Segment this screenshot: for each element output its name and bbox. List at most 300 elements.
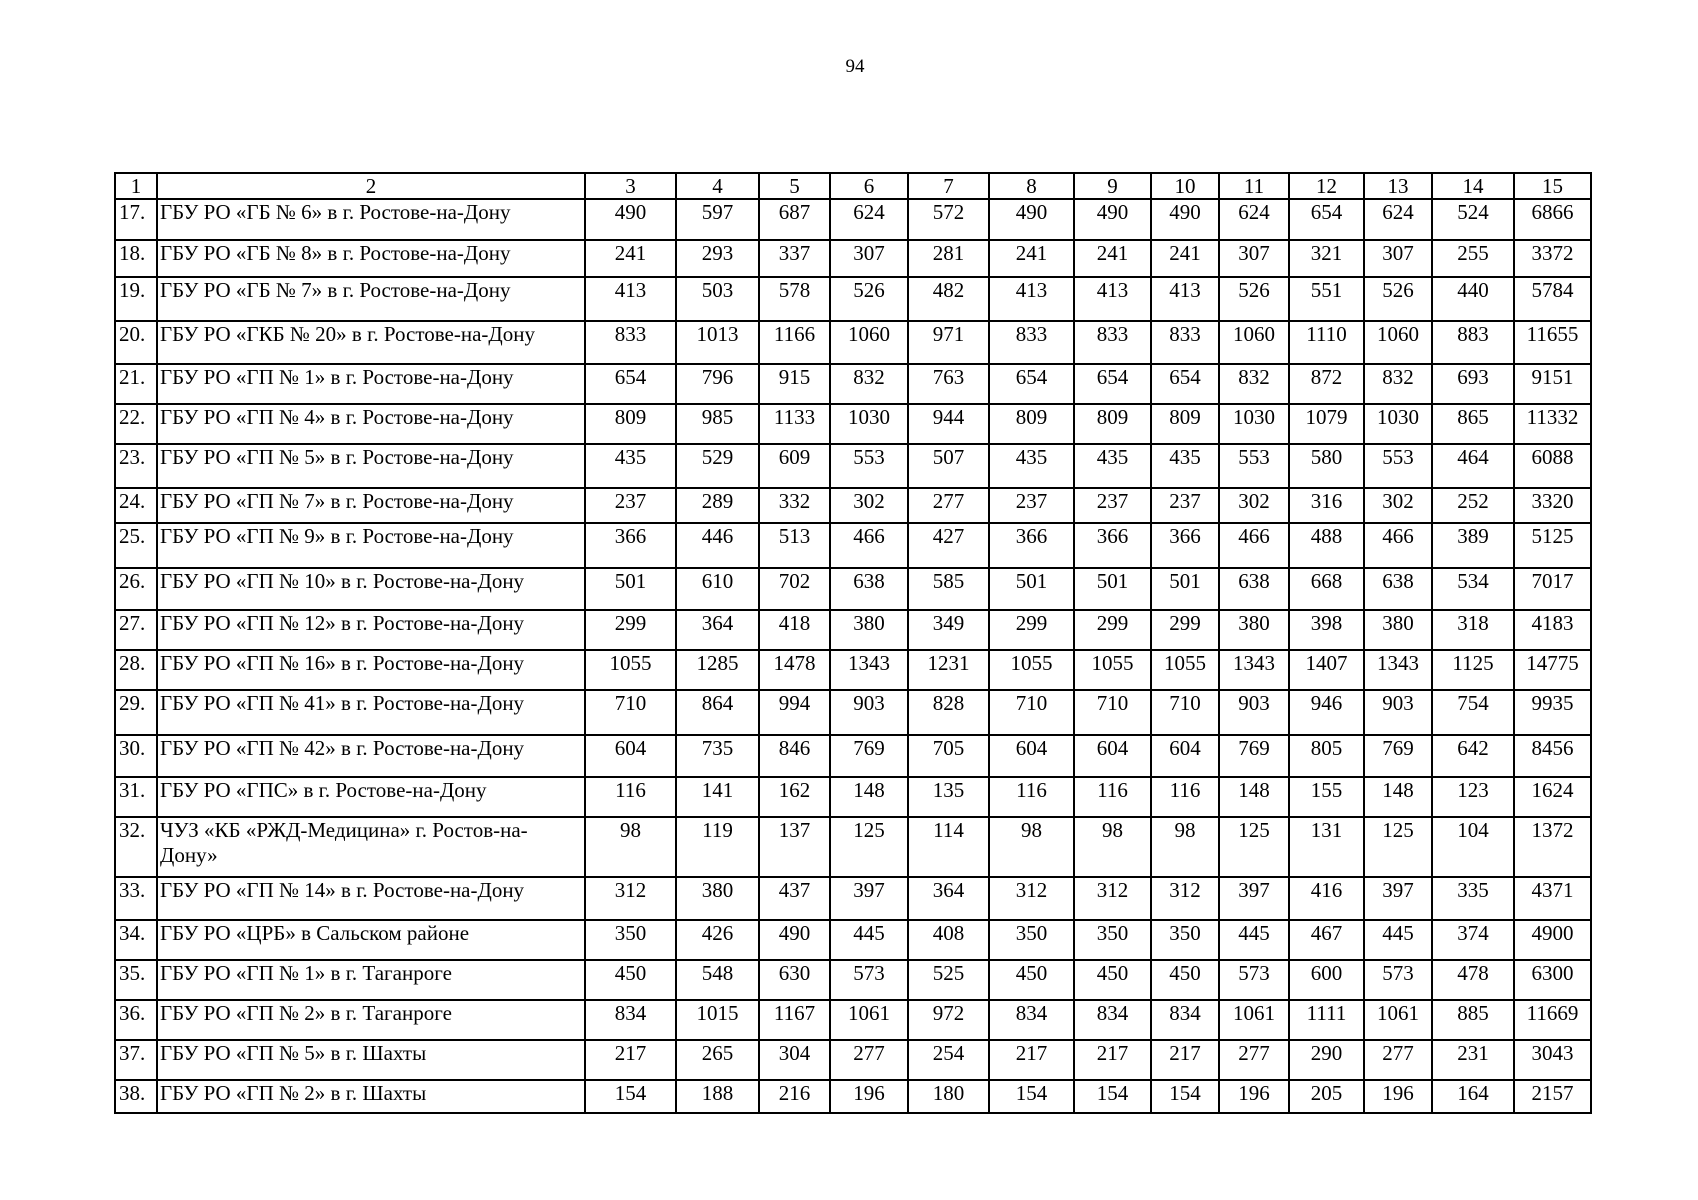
value-cell: 98 bbox=[1074, 817, 1151, 877]
value-cell: 364 bbox=[676, 610, 759, 650]
value-cell: 735 bbox=[676, 735, 759, 777]
value-cell: 513 bbox=[759, 523, 830, 568]
value-cell: 573 bbox=[1219, 960, 1289, 1000]
value-cell: 312 bbox=[585, 877, 676, 920]
table-row bbox=[115, 610, 1591, 650]
institution-name: ГБУ РО «ГКБ № 20» в г. Ростове-на-Дону bbox=[157, 321, 585, 364]
value-cell: 809 bbox=[1074, 404, 1151, 444]
value-cell: 507 bbox=[908, 444, 989, 488]
value-cell: 710 bbox=[1074, 690, 1151, 735]
value-cell: 501 bbox=[1074, 568, 1151, 610]
row-number: 32. bbox=[115, 817, 157, 877]
row-number: 20. bbox=[115, 321, 157, 364]
table-row bbox=[115, 404, 1591, 444]
value-cell: 885 bbox=[1432, 1000, 1514, 1040]
value-cell: 915 bbox=[759, 364, 830, 404]
value-cell: 241 bbox=[585, 240, 676, 277]
value-cell: 427 bbox=[908, 523, 989, 568]
value-cell: 277 bbox=[830, 1040, 908, 1080]
value-cell: 435 bbox=[1074, 444, 1151, 488]
value-cell: 464 bbox=[1432, 444, 1514, 488]
row-number: 30. bbox=[115, 735, 157, 777]
institution-name: ГБУ РО «ГП № 2» в г. Шахты bbox=[157, 1080, 585, 1113]
value-cell: 8456 bbox=[1514, 735, 1591, 777]
value-cell: 440 bbox=[1432, 277, 1514, 321]
value-cell: 380 bbox=[676, 877, 759, 920]
row-number: 33. bbox=[115, 877, 157, 920]
value-cell: 413 bbox=[585, 277, 676, 321]
header-cell: 9 bbox=[1074, 173, 1151, 199]
value-cell: 450 bbox=[1151, 960, 1219, 1000]
value-cell: 525 bbox=[908, 960, 989, 1000]
value-cell: 1061 bbox=[830, 1000, 908, 1040]
header-cell: 5 bbox=[759, 173, 830, 199]
value-cell: 1372 bbox=[1514, 817, 1591, 877]
value-cell: 526 bbox=[1219, 277, 1289, 321]
value-cell: 237 bbox=[989, 488, 1074, 523]
value-cell: 572 bbox=[908, 199, 989, 240]
value-cell: 450 bbox=[585, 960, 676, 1000]
header-cell: 14 bbox=[1432, 173, 1514, 199]
value-cell: 277 bbox=[1219, 1040, 1289, 1080]
value-cell: 123 bbox=[1432, 777, 1514, 817]
value-cell: 597 bbox=[676, 199, 759, 240]
value-cell: 1055 bbox=[585, 650, 676, 690]
value-cell: 332 bbox=[759, 488, 830, 523]
value-cell: 638 bbox=[830, 568, 908, 610]
value-cell: 604 bbox=[1074, 735, 1151, 777]
value-cell: 137 bbox=[759, 817, 830, 877]
value-cell: 366 bbox=[585, 523, 676, 568]
value-cell: 11655 bbox=[1514, 321, 1591, 364]
value-cell: 1111 bbox=[1289, 1000, 1364, 1040]
value-cell: 553 bbox=[1219, 444, 1289, 488]
value-cell: 366 bbox=[989, 523, 1074, 568]
value-cell: 116 bbox=[585, 777, 676, 817]
value-cell: 638 bbox=[1219, 568, 1289, 610]
value-cell: 609 bbox=[759, 444, 830, 488]
value-cell: 624 bbox=[830, 199, 908, 240]
value-cell: 241 bbox=[989, 240, 1074, 277]
table-row bbox=[115, 735, 1591, 777]
institution-name: ГБУ РО «ГП № 1» в г. Таганроге bbox=[157, 960, 585, 1000]
value-cell: 299 bbox=[989, 610, 1074, 650]
value-cell: 155 bbox=[1289, 777, 1364, 817]
value-cell: 437 bbox=[759, 877, 830, 920]
value-cell: 488 bbox=[1289, 523, 1364, 568]
value-cell: 116 bbox=[989, 777, 1074, 817]
value-cell: 307 bbox=[1219, 240, 1289, 277]
header-cell: 10 bbox=[1151, 173, 1219, 199]
value-cell: 366 bbox=[1151, 523, 1219, 568]
institution-name: ГБУ РО «ГП № 5» в г. Ростове-на-Дону bbox=[157, 444, 585, 488]
value-cell: 769 bbox=[1364, 735, 1432, 777]
value-cell: 604 bbox=[989, 735, 1074, 777]
value-cell: 883 bbox=[1432, 321, 1514, 364]
value-cell: 277 bbox=[1364, 1040, 1432, 1080]
institution-name: ЧУЗ «КБ «РЖД-Медицина» г. Ростов-на-Дону» bbox=[157, 817, 585, 877]
value-cell: 638 bbox=[1364, 568, 1432, 610]
value-cell: 809 bbox=[989, 404, 1074, 444]
institution-name: ГБУ РО «ГП № 42» в г. Ростове-на-Дону bbox=[157, 735, 585, 777]
value-cell: 624 bbox=[1219, 199, 1289, 240]
row-number: 36. bbox=[115, 1000, 157, 1040]
value-cell: 754 bbox=[1432, 690, 1514, 735]
value-cell: 2157 bbox=[1514, 1080, 1591, 1113]
value-cell: 796 bbox=[676, 364, 759, 404]
value-cell: 526 bbox=[1364, 277, 1432, 321]
value-cell: 350 bbox=[1151, 920, 1219, 960]
value-cell: 1231 bbox=[908, 650, 989, 690]
table-row bbox=[115, 488, 1591, 523]
value-cell: 237 bbox=[1074, 488, 1151, 523]
header-cell: 8 bbox=[989, 173, 1074, 199]
value-cell: 413 bbox=[1074, 277, 1151, 321]
row-number: 18. bbox=[115, 240, 157, 277]
value-cell: 316 bbox=[1289, 488, 1364, 523]
row-number: 29. bbox=[115, 690, 157, 735]
value-cell: 1166 bbox=[759, 321, 830, 364]
value-cell: 413 bbox=[1151, 277, 1219, 321]
value-cell: 237 bbox=[585, 488, 676, 523]
value-cell: 482 bbox=[908, 277, 989, 321]
value-cell: 299 bbox=[1151, 610, 1219, 650]
value-cell: 548 bbox=[676, 960, 759, 1000]
value-cell: 116 bbox=[1151, 777, 1219, 817]
value-cell: 971 bbox=[908, 321, 989, 364]
value-cell: 98 bbox=[1151, 817, 1219, 877]
value-cell: 578 bbox=[759, 277, 830, 321]
value-cell: 217 bbox=[1151, 1040, 1219, 1080]
value-cell: 293 bbox=[676, 240, 759, 277]
value-cell: 809 bbox=[1151, 404, 1219, 444]
value-cell: 946 bbox=[1289, 690, 1364, 735]
value-cell: 408 bbox=[908, 920, 989, 960]
value-cell: 466 bbox=[830, 523, 908, 568]
value-cell: 299 bbox=[585, 610, 676, 650]
header-cell: 13 bbox=[1364, 173, 1432, 199]
value-cell: 304 bbox=[759, 1040, 830, 1080]
value-cell: 116 bbox=[1074, 777, 1151, 817]
value-cell: 705 bbox=[908, 735, 989, 777]
value-cell: 289 bbox=[676, 488, 759, 523]
value-cell: 763 bbox=[908, 364, 989, 404]
header-cell: 4 bbox=[676, 173, 759, 199]
value-cell: 252 bbox=[1432, 488, 1514, 523]
value-cell: 553 bbox=[830, 444, 908, 488]
value-cell: 231 bbox=[1432, 1040, 1514, 1080]
institution-name: ГБУ РО «ЦРБ» в Сальском районе bbox=[157, 920, 585, 960]
value-cell: 833 bbox=[1151, 321, 1219, 364]
table-header-row bbox=[115, 173, 1591, 199]
value-cell: 630 bbox=[759, 960, 830, 1000]
row-number: 31. bbox=[115, 777, 157, 817]
value-cell: 413 bbox=[989, 277, 1074, 321]
value-cell: 573 bbox=[830, 960, 908, 1000]
value-cell: 164 bbox=[1432, 1080, 1514, 1113]
value-cell: 573 bbox=[1364, 960, 1432, 1000]
value-cell: 846 bbox=[759, 735, 830, 777]
value-cell: 1055 bbox=[1151, 650, 1219, 690]
value-cell: 3320 bbox=[1514, 488, 1591, 523]
value-cell: 154 bbox=[989, 1080, 1074, 1113]
data-table bbox=[114, 172, 1592, 1114]
value-cell: 654 bbox=[1074, 364, 1151, 404]
value-cell: 335 bbox=[1432, 877, 1514, 920]
value-cell: 985 bbox=[676, 404, 759, 444]
value-cell: 188 bbox=[676, 1080, 759, 1113]
value-cell: 1030 bbox=[1364, 404, 1432, 444]
value-cell: 600 bbox=[1289, 960, 1364, 1000]
value-cell: 610 bbox=[676, 568, 759, 610]
row-number: 26. bbox=[115, 568, 157, 610]
value-cell: 7017 bbox=[1514, 568, 1591, 610]
institution-name: ГБУ РО «ГП № 7» в г. Ростове-на-Дону bbox=[157, 488, 585, 523]
value-cell: 1060 bbox=[1364, 321, 1432, 364]
table-row bbox=[115, 920, 1591, 960]
value-cell: 710 bbox=[1151, 690, 1219, 735]
value-cell: 290 bbox=[1289, 1040, 1364, 1080]
value-cell: 1061 bbox=[1219, 1000, 1289, 1040]
row-number: 23. bbox=[115, 444, 157, 488]
header-cell: 15 bbox=[1514, 173, 1591, 199]
value-cell: 654 bbox=[1151, 364, 1219, 404]
institution-name: ГБУ РО «ГП № 12» в г. Ростове-на-Дону bbox=[157, 610, 585, 650]
value-cell: 624 bbox=[1364, 199, 1432, 240]
value-cell: 1167 bbox=[759, 1000, 830, 1040]
table-row bbox=[115, 877, 1591, 920]
value-cell: 302 bbox=[1364, 488, 1432, 523]
value-cell: 307 bbox=[1364, 240, 1432, 277]
value-cell: 6866 bbox=[1514, 199, 1591, 240]
value-cell: 98 bbox=[585, 817, 676, 877]
value-cell: 350 bbox=[989, 920, 1074, 960]
institution-name: ГБУ РО «ГБ № 6» в г. Ростове-на-Дону bbox=[157, 199, 585, 240]
value-cell: 872 bbox=[1289, 364, 1364, 404]
value-cell: 604 bbox=[1151, 735, 1219, 777]
value-cell: 119 bbox=[676, 817, 759, 877]
value-cell: 154 bbox=[585, 1080, 676, 1113]
table-row bbox=[115, 277, 1591, 321]
value-cell: 380 bbox=[830, 610, 908, 650]
value-cell: 769 bbox=[1219, 735, 1289, 777]
value-cell: 534 bbox=[1432, 568, 1514, 610]
value-cell: 312 bbox=[1074, 877, 1151, 920]
value-cell: 501 bbox=[1151, 568, 1219, 610]
table-row bbox=[115, 1080, 1591, 1113]
institution-name: ГБУ РО «ГП № 4» в г. Ростове-на-Дону bbox=[157, 404, 585, 444]
value-cell: 654 bbox=[1289, 199, 1364, 240]
value-cell: 217 bbox=[1074, 1040, 1151, 1080]
table-row bbox=[115, 444, 1591, 488]
value-cell: 1285 bbox=[676, 650, 759, 690]
value-cell: 6300 bbox=[1514, 960, 1591, 1000]
value-cell: 216 bbox=[759, 1080, 830, 1113]
value-cell: 397 bbox=[830, 877, 908, 920]
value-cell: 445 bbox=[1219, 920, 1289, 960]
value-cell: 809 bbox=[585, 404, 676, 444]
table-row bbox=[115, 568, 1591, 610]
header-cell: 7 bbox=[908, 173, 989, 199]
value-cell: 490 bbox=[759, 920, 830, 960]
institution-name: ГБУ РО «ГБ № 7» в г. Ростове-на-Дону bbox=[157, 277, 585, 321]
value-cell: 1060 bbox=[830, 321, 908, 364]
value-cell: 805 bbox=[1289, 735, 1364, 777]
value-cell: 864 bbox=[676, 690, 759, 735]
table-row bbox=[115, 199, 1591, 240]
value-cell: 1055 bbox=[989, 650, 1074, 690]
table-row bbox=[115, 240, 1591, 277]
row-number: 17. bbox=[115, 199, 157, 240]
value-cell: 141 bbox=[676, 777, 759, 817]
value-cell: 833 bbox=[989, 321, 1074, 364]
value-cell: 834 bbox=[1151, 1000, 1219, 1040]
value-cell: 11332 bbox=[1514, 404, 1591, 444]
value-cell: 435 bbox=[989, 444, 1074, 488]
value-cell: 135 bbox=[908, 777, 989, 817]
value-cell: 1030 bbox=[1219, 404, 1289, 444]
value-cell: 349 bbox=[908, 610, 989, 650]
value-cell: 503 bbox=[676, 277, 759, 321]
row-number: 38. bbox=[115, 1080, 157, 1113]
value-cell: 832 bbox=[1219, 364, 1289, 404]
value-cell: 501 bbox=[989, 568, 1074, 610]
value-cell: 397 bbox=[1364, 877, 1432, 920]
value-cell: 255 bbox=[1432, 240, 1514, 277]
value-cell: 1060 bbox=[1219, 321, 1289, 364]
value-cell: 321 bbox=[1289, 240, 1364, 277]
value-cell: 693 bbox=[1432, 364, 1514, 404]
value-cell: 445 bbox=[1364, 920, 1432, 960]
value-cell: 374 bbox=[1432, 920, 1514, 960]
row-number: 37. bbox=[115, 1040, 157, 1080]
value-cell: 125 bbox=[830, 817, 908, 877]
value-cell: 125 bbox=[1364, 817, 1432, 877]
value-cell: 114 bbox=[908, 817, 989, 877]
value-cell: 834 bbox=[585, 1000, 676, 1040]
value-cell: 834 bbox=[1074, 1000, 1151, 1040]
header-cell: 3 bbox=[585, 173, 676, 199]
table-row bbox=[115, 960, 1591, 1000]
value-cell: 710 bbox=[585, 690, 676, 735]
value-cell: 828 bbox=[908, 690, 989, 735]
value-cell: 154 bbox=[1151, 1080, 1219, 1113]
value-cell: 4183 bbox=[1514, 610, 1591, 650]
value-cell: 769 bbox=[830, 735, 908, 777]
value-cell: 380 bbox=[1364, 610, 1432, 650]
table-row bbox=[115, 777, 1591, 817]
value-cell: 865 bbox=[1432, 404, 1514, 444]
value-cell: 11669 bbox=[1514, 1000, 1591, 1040]
value-cell: 668 bbox=[1289, 568, 1364, 610]
value-cell: 196 bbox=[830, 1080, 908, 1113]
value-cell: 366 bbox=[1074, 523, 1151, 568]
value-cell: 450 bbox=[1074, 960, 1151, 1000]
value-cell: 1407 bbox=[1289, 650, 1364, 690]
value-cell: 125 bbox=[1219, 817, 1289, 877]
value-cell: 162 bbox=[759, 777, 830, 817]
value-cell: 467 bbox=[1289, 920, 1364, 960]
header-cell: 1 bbox=[115, 173, 157, 199]
value-cell: 1125 bbox=[1432, 650, 1514, 690]
row-number: 27. bbox=[115, 610, 157, 650]
value-cell: 834 bbox=[989, 1000, 1074, 1040]
value-cell: 654 bbox=[989, 364, 1074, 404]
value-cell: 435 bbox=[1151, 444, 1219, 488]
institution-name: ГБУ РО «ГП № 14» в г. Ростове-на-Дону bbox=[157, 877, 585, 920]
value-cell: 1343 bbox=[1364, 650, 1432, 690]
value-cell: 104 bbox=[1432, 817, 1514, 877]
value-cell: 307 bbox=[830, 240, 908, 277]
value-cell: 265 bbox=[676, 1040, 759, 1080]
value-cell: 131 bbox=[1289, 817, 1364, 877]
value-cell: 416 bbox=[1289, 877, 1364, 920]
value-cell: 1343 bbox=[1219, 650, 1289, 690]
value-cell: 318 bbox=[1432, 610, 1514, 650]
row-number: 35. bbox=[115, 960, 157, 1000]
value-cell: 205 bbox=[1289, 1080, 1364, 1113]
value-cell: 337 bbox=[759, 240, 830, 277]
value-cell: 302 bbox=[830, 488, 908, 523]
institution-name: ГБУ РО «ГП № 5» в г. Шахты bbox=[157, 1040, 585, 1080]
value-cell: 281 bbox=[908, 240, 989, 277]
value-cell: 3043 bbox=[1514, 1040, 1591, 1080]
value-cell: 154 bbox=[1074, 1080, 1151, 1113]
value-cell: 6088 bbox=[1514, 444, 1591, 488]
header-cell: 11 bbox=[1219, 173, 1289, 199]
value-cell: 710 bbox=[989, 690, 1074, 735]
value-cell: 148 bbox=[1364, 777, 1432, 817]
value-cell: 1013 bbox=[676, 321, 759, 364]
value-cell: 702 bbox=[759, 568, 830, 610]
value-cell: 312 bbox=[1151, 877, 1219, 920]
value-cell: 642 bbox=[1432, 735, 1514, 777]
value-cell: 529 bbox=[676, 444, 759, 488]
value-cell: 446 bbox=[676, 523, 759, 568]
value-cell: 398 bbox=[1289, 610, 1364, 650]
table-row bbox=[115, 690, 1591, 735]
institution-name: ГБУ РО «ГП № 2» в г. Таганроге bbox=[157, 1000, 585, 1040]
row-number: 25. bbox=[115, 523, 157, 568]
value-cell: 350 bbox=[1074, 920, 1151, 960]
value-cell: 9935 bbox=[1514, 690, 1591, 735]
value-cell: 490 bbox=[1074, 199, 1151, 240]
value-cell: 1055 bbox=[1074, 650, 1151, 690]
value-cell: 380 bbox=[1219, 610, 1289, 650]
value-cell: 501 bbox=[585, 568, 676, 610]
row-number: 34. bbox=[115, 920, 157, 960]
value-cell: 196 bbox=[1364, 1080, 1432, 1113]
value-cell: 654 bbox=[585, 364, 676, 404]
value-cell: 254 bbox=[908, 1040, 989, 1080]
value-cell: 833 bbox=[1074, 321, 1151, 364]
value-cell: 148 bbox=[830, 777, 908, 817]
value-cell: 832 bbox=[830, 364, 908, 404]
value-cell: 466 bbox=[1219, 523, 1289, 568]
header-cell: 12 bbox=[1289, 173, 1364, 199]
value-cell: 1133 bbox=[759, 404, 830, 444]
value-cell: 148 bbox=[1219, 777, 1289, 817]
value-cell: 903 bbox=[1219, 690, 1289, 735]
value-cell: 426 bbox=[676, 920, 759, 960]
table-row bbox=[115, 650, 1591, 690]
table-row bbox=[115, 523, 1591, 568]
value-cell: 217 bbox=[585, 1040, 676, 1080]
value-cell: 350 bbox=[585, 920, 676, 960]
value-cell: 833 bbox=[585, 321, 676, 364]
value-cell: 551 bbox=[1289, 277, 1364, 321]
value-cell: 9151 bbox=[1514, 364, 1591, 404]
